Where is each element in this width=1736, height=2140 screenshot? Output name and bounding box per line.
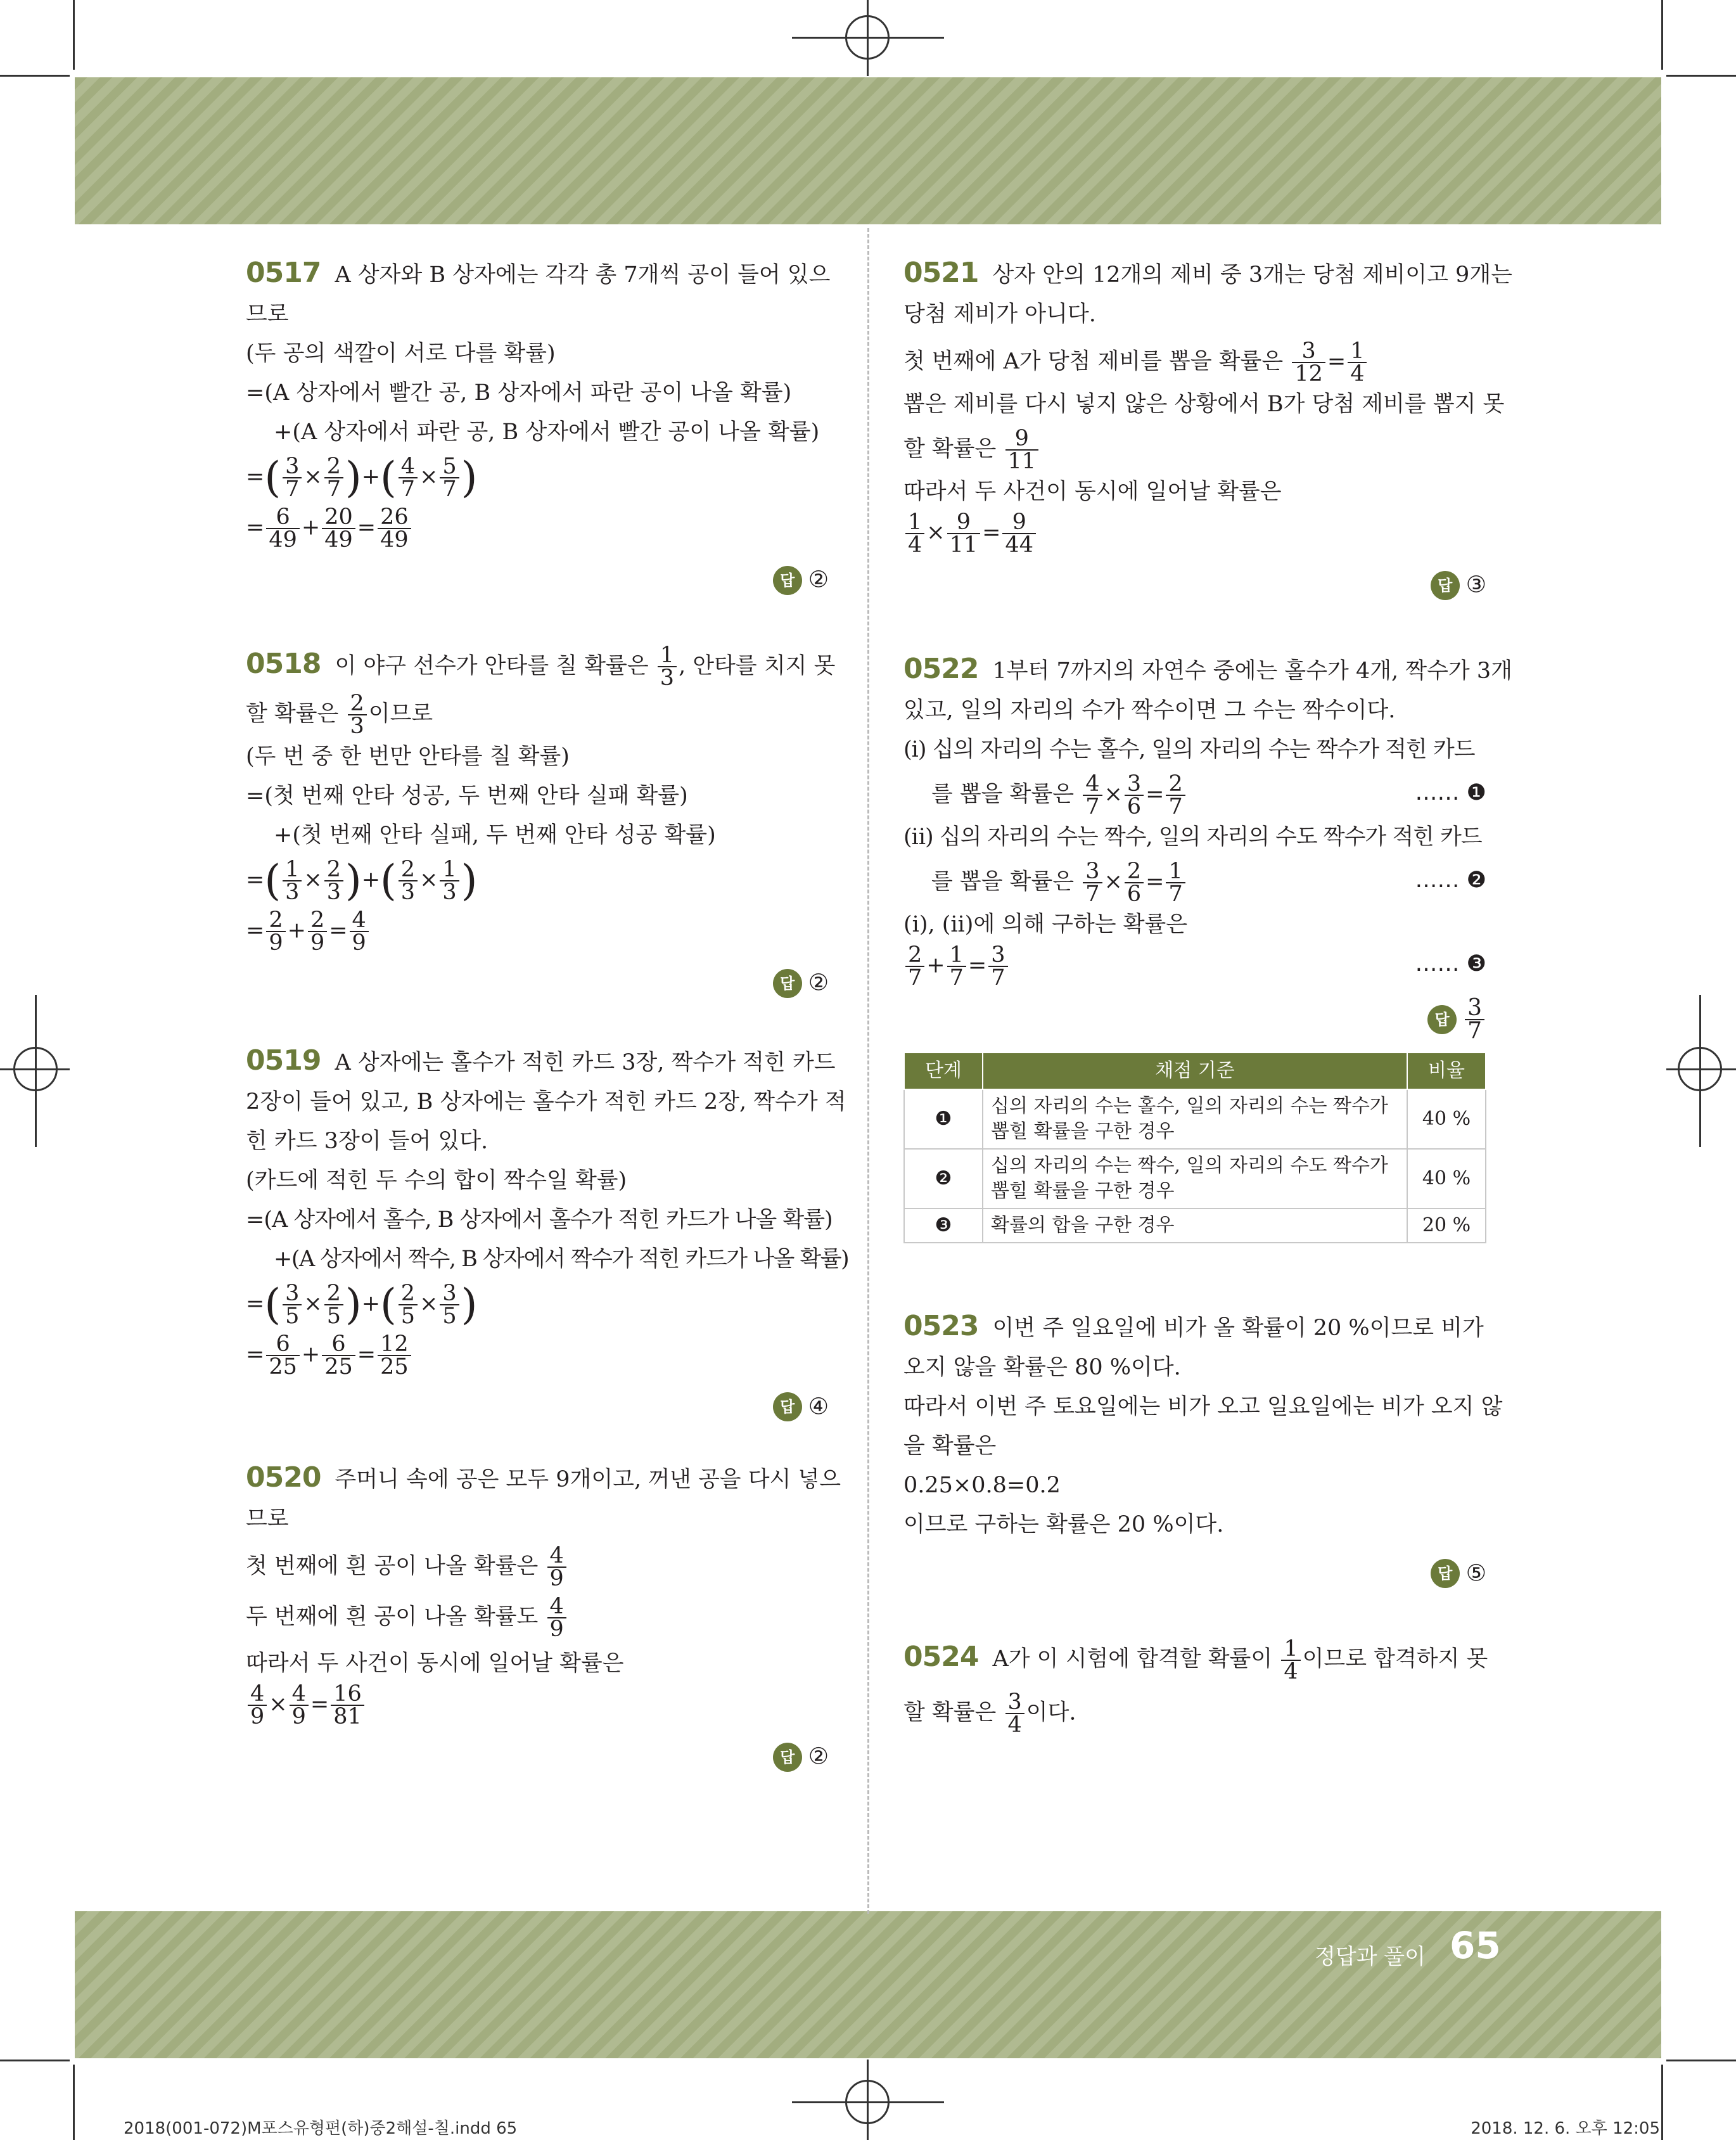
equation: =( $\frac{1}{3}$ × $\frac{2}{3}$ )+( $\frac{2}{3}$ × $\frac{1}{3}$ ) — [246, 856, 478, 905]
registration-mark-icon — [845, 15, 890, 60]
left-column — [246, 253, 849, 1777]
text-line: 할 확률은 — [246, 701, 339, 727]
text-line: 을 확률은 — [903, 1433, 997, 1459]
answer-value: ② — [808, 567, 829, 593]
text-line: 2장이 들어 있고, B 상자에는 홀수가 적힌 카드 2장, 짝수가 적 — [246, 1089, 846, 1115]
file-slug: 2018(001-072)M포스유형편(하)중2해설-칠.indd 65 — [124, 2119, 518, 2138]
crop-mark — [0, 2060, 70, 2061]
answer — [903, 565, 1486, 605]
problem-0519 — [246, 1041, 849, 1427]
crop-mark — [1661, 2065, 1663, 2140]
text-line: 힌 카드 3장이 들어 있다. — [246, 1128, 488, 1154]
problem-number: 0521 — [903, 257, 979, 289]
text-line: 이 야구 선수가 안타를 칠 확률은 — [335, 653, 649, 679]
equation: $\frac{2}{7}$ + $\frac{1}{7}$ = $\frac{3}{7}$ …… ❸ — [903, 944, 1486, 989]
text-line: 첫 번째에 A가 당첨 제비를 뽑을 확률은 — [903, 349, 1284, 375]
problem-number: 0522 — [903, 652, 979, 685]
text-line: 를 뽑을 확률은 — [931, 781, 1075, 807]
text-line: , 안타를 치지 못 — [679, 653, 836, 679]
text-line: =(A 상자에서 빨간 공, B 상자에서 파란 공이 나올 확률) — [246, 380, 792, 406]
answer-value: ② — [808, 1743, 829, 1770]
text-line: (카드에 적힌 두 수의 합이 짝수일 확률) — [246, 1167, 627, 1193]
answer — [246, 963, 829, 1003]
text-line: =(첫 번째 안타 성공, 두 번째 안타 실패 확률) — [246, 783, 688, 809]
section-label: 정답과 풀이 — [1314, 1944, 1426, 1970]
step-marker: …… ❸ — [1415, 951, 1486, 977]
equation: = $\frac{6}{25}$ + $\frac{6}{25}$ = $\frac{12}{25}$ — [246, 1333, 829, 1378]
answer-value: ③ — [1465, 572, 1486, 598]
equation: = $\frac{2}{9}$ + $\frac{2}{9}$ = $\frac{4}{9}$ — [246, 909, 829, 954]
text-line: 이번 주 일요일에 비가 올 확률이 20 %이므로 비가 — [992, 1315, 1484, 1341]
table-header: 단계 — [904, 1053, 983, 1089]
registration-mark-icon — [13, 1047, 58, 1091]
text-line: 따라서 두 사건이 동시에 일어날 확률은 — [903, 479, 1282, 504]
problem-number: 0520 — [246, 1461, 321, 1494]
crop-mark — [73, 0, 75, 70]
equation: =( $\frac{3}{7}$ × $\frac{2}{7}$ )+( $\frac{4}{7}$ × $\frac{5}{7}$ ) — [246, 453, 478, 502]
table-row: ❷ 십의 자리의 수는 짝수, 일의 자리의 수도 짝수가 뽑힐 확률을 구한 경우 40 % — [904, 1149, 1486, 1208]
text-line: +(첫 번째 안타 실패, 두 번째 안타 성공 확률) — [274, 823, 716, 848]
text-line: (ⅰ), (ⅱ)에 의해 구하는 확률은 — [903, 911, 1188, 937]
answer-badge: 답 — [773, 1743, 802, 1772]
column-divider — [867, 228, 869, 1914]
answer-badge: 답 — [1431, 1559, 1460, 1588]
text-line: (ⅱ) 십의 자리의 수는 짝수, 일의 자리의 수도 짝수가 적힌 카드 — [903, 824, 1482, 850]
date-slug: 2018. 12. 6. 오후 12:05 — [1471, 2119, 1660, 2138]
equation: = $\frac{6}{49}$ + $\frac{20}{49}$ = $\frac{26}{49}$ — [246, 506, 829, 551]
text-line: 를 뽑을 확률은 — [931, 869, 1075, 894]
text-line: 므로 — [246, 1506, 289, 1532]
problem-number: 0519 — [246, 1044, 321, 1077]
answer-badge: 답 — [773, 1392, 802, 1421]
text-line: 따라서 두 사건이 동시에 일어날 확률은 — [246, 1651, 624, 1676]
problem-0521: 0521 상자 안의 12개의 제비 중 3개는 당첨 제비이고 9개는 당첨 제비가 아니다. 첫 번째에 A가 당첨 제비를 뽑을 확률은 $\frac{3}{12}$ = $\frac{1}{4}$ 뽑은 제비를 다시 넣지 않은 상황에서 B가 당첨 제비를 뽑지 못 할 확률은 $\frac{9}{11}$ 따라서 두 사건이 동시에 일어날 확률은 $\frac{1}{4}$ × $\frac{9}{11}$ = $\frac{9}{44}$ 답 ③ — [903, 253, 1486, 605]
text-line: 상자 안의 12개의 제비 중 3개는 당첨 제비이고 9개는 — [992, 262, 1512, 288]
equation: $\frac{4}{9}$ × $\frac{4}{9}$ = $\frac{16}{81}$ — [246, 1683, 829, 1727]
registration-mark-icon — [845, 2080, 890, 2124]
equation: $\frac{1}{4}$ × $\frac{9}{11}$ = $\frac{9}{44}$ — [903, 511, 1486, 556]
footer-band — [75, 1911, 1661, 2058]
text-line: =(A 상자에서 홀수, B 상자에서 홀수가 적힌 카드가 나올 확률) — [246, 1207, 833, 1233]
text-line: 므로 — [246, 302, 289, 327]
registration-mark-icon — [1678, 1047, 1722, 1091]
answer — [903, 1553, 1486, 1594]
answer-value: ② — [808, 970, 829, 996]
equation: =( $\frac{3}{5}$ × $\frac{2}{5}$ )+( $\frac{2}{5}$ × $\frac{3}{5}$ ) — [246, 1279, 478, 1329]
page-number: 65 — [1450, 1924, 1501, 1967]
step-marker: …… ❷ — [1415, 867, 1486, 893]
problem-0523 — [903, 1307, 1503, 1594]
text-line: (두 공의 색깔이 서로 다를 확률) — [246, 341, 556, 366]
crop-mark — [73, 2065, 75, 2140]
text-line: 이므로 합격하지 못 — [1302, 1646, 1488, 1672]
text-line: A 상자에는 홀수가 적힌 카드 3장, 짝수가 적힌 카드 — [335, 1049, 836, 1075]
text-line: 0.25×0.8=0.2 — [903, 1472, 1061, 1498]
text-line: +(A 상자에서 짝수, B 상자에서 짝수가 적힌 카드가 나올 확률) — [274, 1246, 849, 1272]
answer-badge: 답 — [1427, 1005, 1457, 1034]
table-row: ❶ 십의 자리의 수는 홀수, 일의 자리의 수는 짝수가 뽑힐 확률을 구한 경우 40 % — [904, 1089, 1486, 1149]
problem-0518: 0518 이 야구 선수가 안타를 칠 확률은 $\frac{1}{3}$ , 안타를 치지 못 할 확률은 $\frac{2}{3}$ 이므로 (두 번 중 한 번만 안타를 칠 확률) =(첫 번째 안타 성공, 두 번째 안타 실패 확률) +(첫 번째 안타 실패, 두 번째 안타 성공 확률) =( $\frac{1}{3}$ × $\frac{2}{3}$ )+( $\frac{2}{3}$ × $\frac{1}{3}$ ) = $\frac{2}{9}$ + $\frac{2}{9}$ = $\frac{4}{9}$ 답 ② — [246, 644, 829, 1003]
step-marker: …… ❶ — [1415, 779, 1486, 805]
answer-badge: 답 — [1431, 571, 1460, 600]
problem-number: 0523 — [903, 1309, 979, 1342]
header-band — [75, 77, 1661, 224]
crop-mark — [0, 75, 70, 77]
text-line: 주머니 속에 공은 모두 9개이고, 꺼낸 공을 다시 넣으 — [335, 1467, 841, 1492]
table-header: 채점 기준 — [983, 1053, 1407, 1089]
text-line: +(A 상자에서 파란 공, B 상자에서 빨간 공이 나올 확률) — [274, 420, 820, 445]
problem-number: 0524 — [903, 1641, 979, 1673]
problem-number: 0518 — [246, 647, 321, 680]
text-line: 이므로 — [368, 701, 433, 727]
text-line: (두 번 중 한 번만 안타를 칠 확률) — [246, 744, 570, 769]
scoring-rubric-table — [903, 1052, 1486, 1243]
text-line: 1부터 7까지의 자연수 중에는 홀수가 4개, 짝수가 3개 — [992, 658, 1512, 684]
table-row: ❸ 확률의 합을 구한 경우 20 % — [904, 1208, 1486, 1243]
right-column — [903, 253, 1512, 1738]
answer — [246, 1736, 829, 1777]
text-line: 이다. — [1026, 1700, 1076, 1725]
crop-mark — [1666, 2060, 1736, 2061]
table-header: 비율 — [1407, 1053, 1486, 1089]
text-line: 당첨 제비가 아니다. — [903, 302, 1096, 327]
text-line: 뽑은 제비를 다시 넣지 않은 상황에서 B가 당첨 제비를 뽑지 못 — [903, 392, 1505, 417]
answer-value: ④ — [808, 1394, 829, 1419]
problem-0520: 0520 주머니 속에 공은 모두 9개이고, 꺼낸 공을 다시 넣으 므로 첫 번째에 흰 공이 나올 확률은 $\frac{4}{9}$ 두 번째에 흰 공이 나올 확률도 $\frac{4}{9}$ 따라서 두 사건이 동시에 일어날 확률은 $\frac{4}{9}$ × $\frac{4}{9}$ = $\frac{16}{81}$ 답 ② — [246, 1458, 829, 1777]
text-line: A 상자와 B 상자에는 각각 총 7개씩 공이 들어 있으 — [335, 262, 831, 288]
text-line: (ⅰ) 십의 자리의 수는 홀수, 일의 자리의 수는 짝수가 적힌 카드 — [903, 736, 1475, 762]
crop-mark — [1666, 75, 1736, 77]
answer-badge: 답 — [773, 566, 802, 595]
answer-badge: 답 — [773, 969, 802, 998]
answer-value: ⑤ — [1465, 1560, 1486, 1586]
problem-number: 0517 — [246, 257, 321, 289]
text-line: 이므로 구하는 확률은 20 %이다. — [903, 1511, 1224, 1537]
text-line: 할 확률은 — [903, 1700, 997, 1725]
text-line: 있고, 일의 자리의 수가 짝수이면 그 수는 짝수이다. — [903, 697, 1396, 723]
text-line: 오지 않을 확률은 80 %이다. — [903, 1354, 1181, 1380]
crop-mark — [1661, 0, 1663, 70]
text-line: A가 이 시험에 합격할 확률이 — [992, 1646, 1273, 1672]
problem-0517 — [246, 253, 829, 600]
answer — [246, 560, 829, 600]
text-line: 두 번째에 흰 공이 나올 확률도 — [246, 1604, 539, 1630]
text-line: 할 확률은 — [903, 436, 997, 462]
answer: 답 $\frac{3}{7}$ — [903, 997, 1486, 1042]
text-line: 따라서 이번 주 토요일에는 비가 오고 일요일에는 비가 오지 않 — [903, 1394, 1503, 1419]
answer — [246, 1387, 829, 1427]
text-line: 첫 번째에 흰 공이 나올 확률은 — [246, 1553, 539, 1579]
problem-0524: 0524 A가 이 시험에 합격할 확률이 $\frac{1}{4}$ 이므로 합격하지 못 할 확률은 $\frac{3}{4}$ 이다. — [903, 1636, 1488, 1738]
problem-0522: 0522 1부터 7까지의 자연수 중에는 홀수가 4개, 짝수가 3개 있고, 일의 자리의 수가 짝수이면 그 수는 짝수이다. (ⅰ) 십의 자리의 수는 홀수, 일의 자리의 수는 짝수가 적힌 카드 를 뽑을 확률은 $\frac{4}{7}$ × $\frac{3}{6}$ = $\frac{2}{7}$ …… ❶ (ⅱ) 십의 자리의 수는 짝수, 일의 자리의 수도 짝수가 적힌 카드 를 뽑을 확률은 $\frac{3}{7}$ × $\frac{2}{6}$ = $\frac{1}{7}$ …… ❷ (ⅰ), (ⅱ)에 의해 구하는 확률은 $\frac{2}{7}$ + $\frac{1}{7}$ = $\frac{3}{7}$ …… ❸ 답 $\frac{3}{7}$ 단계 채점 기준 비율 ❶ 십의 자리의 수는 홀수, 일의 자리의 수는 짝수가 뽑힐 확률을 구한 경우 40 % ❷ 십의 자리의 수는 짝수, 일의 자리의 수도 짝수가 뽑힐 확률을 구한 경우 40 % ❸ 확률의 합을 구한 경우 20 % — [903, 650, 1486, 1243]
